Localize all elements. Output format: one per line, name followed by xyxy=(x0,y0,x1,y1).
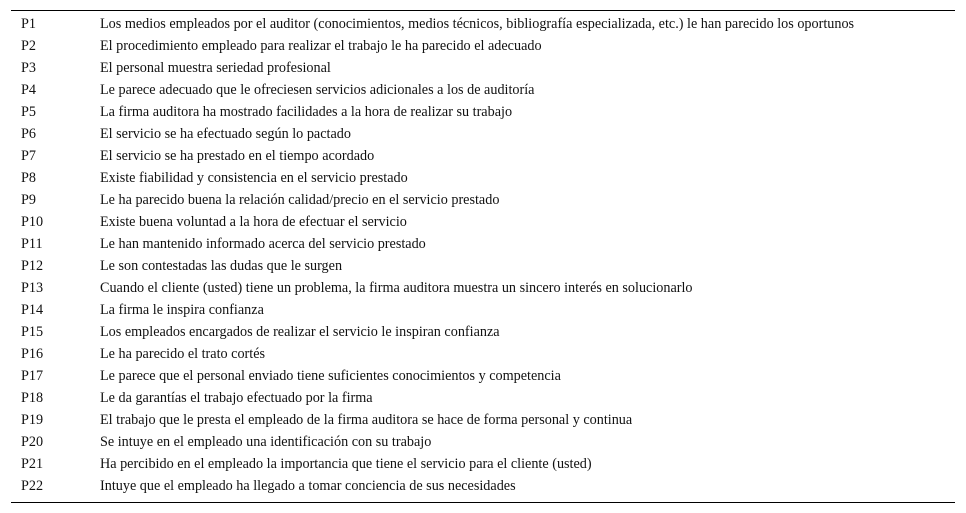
item-code: P14 xyxy=(21,301,44,318)
table-row xyxy=(11,211,955,233)
table-row xyxy=(11,453,955,475)
item-code: P20 xyxy=(21,433,44,450)
item-statement: Se intuye en el empleado una identificación con su trabajo xyxy=(100,433,432,450)
item-code: P10 xyxy=(21,213,44,230)
item-statement: La firma le inspira confianza xyxy=(100,301,264,318)
questionnaire-table xyxy=(11,13,955,497)
item-statement: Los medios empleados por el auditor (conocimientos, medios técnicos, bibliografía especializada, etc.) le han parecido los oportunos xyxy=(100,15,855,32)
table-row xyxy=(11,343,955,365)
item-statement: Existe buena voluntad a la hora de efectuar el servicio xyxy=(100,213,407,230)
table-row xyxy=(11,167,955,189)
questionnaire-table-body xyxy=(11,13,955,497)
table-row xyxy=(11,255,955,277)
table-row xyxy=(11,277,955,299)
item-code: P4 xyxy=(21,81,36,98)
table-row xyxy=(11,189,955,211)
item-code: P7 xyxy=(21,147,36,164)
item-statement: Ha percibido en el empleado la importancia que tiene el servicio para el cliente (usted) xyxy=(100,455,592,472)
item-statement: Le ha parecido el trato cortés xyxy=(100,345,266,362)
item-statement: Le da garantías el trabajo efectuado por la firma xyxy=(100,389,373,406)
item-code: P9 xyxy=(21,191,36,208)
table-row xyxy=(11,79,955,101)
questionnaire-table-container xyxy=(11,10,955,503)
table-row xyxy=(11,101,955,123)
item-code: P12 xyxy=(21,257,44,274)
item-code: P22 xyxy=(21,477,44,494)
item-statement: Cuando el cliente (usted) tiene un problema, la firma auditora muestra un sincero interés en solucionarlo xyxy=(100,279,693,296)
table-row xyxy=(11,321,955,343)
item-code: P5 xyxy=(21,103,36,120)
item-statement: Le parece adecuado que le ofreciesen servicios adicionales a los de auditoría xyxy=(100,81,535,98)
table-row xyxy=(11,475,955,497)
item-code: P17 xyxy=(21,367,44,384)
item-code: P21 xyxy=(21,455,44,472)
table-row xyxy=(11,299,955,321)
item-statement: El personal muestra seriedad profesional xyxy=(100,59,331,76)
item-code: P18 xyxy=(21,389,44,406)
item-statement: Los empleados encargados de realizar el servicio le inspiran confianza xyxy=(100,323,500,340)
item-statement: El trabajo que le presta el empleado de la firma auditora se hace de forma personal y continua xyxy=(100,411,633,428)
item-statement: Le ha parecido buena la relación calidad/precio en el servicio prestado xyxy=(100,191,500,208)
item-code: P2 xyxy=(21,37,36,54)
item-code: P13 xyxy=(21,279,44,296)
item-code: P3 xyxy=(21,59,36,76)
item-code: P1 xyxy=(21,15,36,32)
table-row xyxy=(11,387,955,409)
item-statement: Le parece que el personal enviado tiene suficientes conocimientos y competencia xyxy=(100,367,561,384)
table-row xyxy=(11,145,955,167)
item-code: P8 xyxy=(21,169,36,186)
item-statement: El procedimiento empleado para realizar el trabajo le ha parecido el adecuado xyxy=(100,37,542,54)
table-row xyxy=(11,123,955,145)
table-row xyxy=(11,35,955,57)
item-code: P19 xyxy=(21,411,44,428)
table-row xyxy=(11,365,955,387)
item-statement: Le son contestadas las dudas que le surgen xyxy=(100,257,343,274)
table-row xyxy=(11,13,955,35)
item-code: P11 xyxy=(21,235,43,252)
item-statement: Existe fiabilidad y consistencia en el servicio prestado xyxy=(100,169,408,186)
table-row xyxy=(11,409,955,431)
item-statement: Le han mantenido informado acerca del servicio prestado xyxy=(100,235,426,252)
item-statement: La firma auditora ha mostrado facilidades a la hora de realizar su trabajo xyxy=(100,103,513,120)
table-row xyxy=(11,233,955,255)
item-code: P6 xyxy=(21,125,36,142)
item-statement: El servicio se ha prestado en el tiempo acordado xyxy=(100,147,375,164)
item-statement: Intuye que el empleado ha llegado a tomar conciencia de sus necesidades xyxy=(100,477,516,494)
table-row xyxy=(11,57,955,79)
item-code: P16 xyxy=(21,345,44,362)
table-row xyxy=(11,431,955,453)
item-statement: El servicio se ha efectuado según lo pactado xyxy=(100,125,351,142)
item-code: P15 xyxy=(21,323,44,340)
